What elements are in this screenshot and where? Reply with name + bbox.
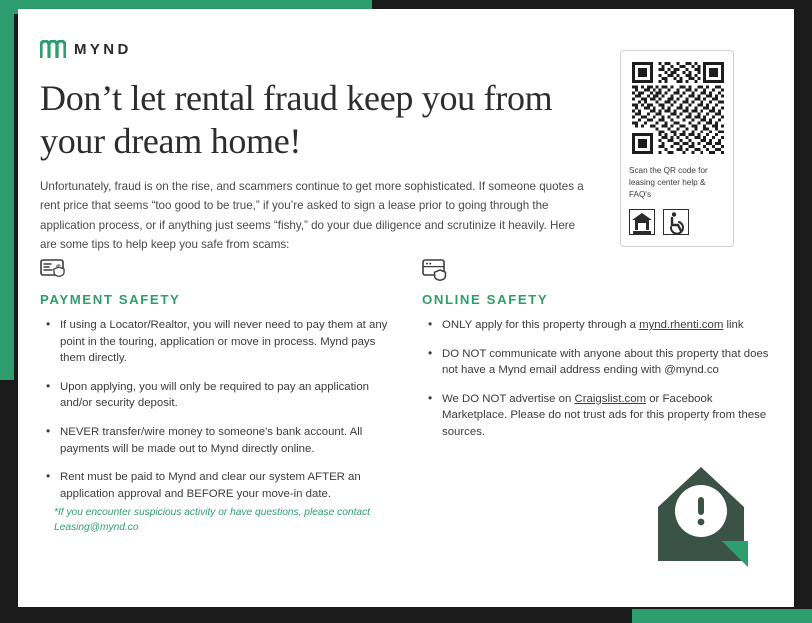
qr-code-icon[interactable]	[629, 59, 725, 157]
list-item-text-pre: We DO NOT advertise on	[442, 392, 575, 405]
footnote-contact: *If you encounter suspicious activity or have questions, please contact Leasing@mynd.co	[54, 507, 370, 533]
list-item: • NEVER transfer/wire money to someone's bank account. All payments will be made out to Mynd directly online.	[40, 424, 390, 457]
intro-paragraph: Unfortunately, fraud is on the rise, and scammers continue to get more sophisticated. If someone quotes a rent price that seems “too good to be true,” if you’re asked to sign a lease prior to going through the application process, or if anything just seems “fishy,” do your due diligence and scrutinize it heavily. Here are some tips to help keep you safe from scams:	[40, 180, 584, 252]
link-mynd-rhenti[interactable]: mynd.rhenti.com	[639, 319, 724, 331]
section-title-online-safety: ONLINE SAFETY	[422, 292, 549, 307]
payment-safety-list	[40, 317, 390, 502]
content-card	[18, 9, 794, 607]
qr-panel[interactable]	[620, 50, 734, 247]
link-craigslist[interactable]: Craigslist.com	[574, 392, 647, 405]
list-item: • Rent must be paid to Mynd and clear our system AFTER an application approval and BEFORE your move-in date.	[40, 469, 390, 502]
section-title-payment-safety: PAYMENT SAFETY	[40, 292, 181, 307]
list-item-text-post: link	[723, 319, 744, 331]
house-alert-icon	[636, 449, 766, 579]
qr-caption: Scan the QR code for leasing center help & FAQ's	[629, 166, 708, 199]
page-title: Don’t let rental fraud keep you from your dream home!	[40, 78, 553, 161]
mynd-logo-icon	[40, 40, 66, 58]
section-payment-safety	[40, 258, 390, 514]
accessibility-wheelchair-icon	[663, 209, 689, 235]
list-item	[422, 391, 778, 441]
brand-name: MYND	[74, 40, 132, 58]
list-item	[422, 317, 778, 334]
online-device-shield-icon	[422, 258, 778, 284]
list-item: • If using a Locator/Realtor, you will never need to pay them at any point in the touring, application or move in process. Mynd pays them directly.	[40, 317, 390, 367]
section-online-safety	[422, 258, 778, 453]
equal-housing-opportunity-icon	[629, 209, 655, 235]
decorative-bar-bottom	[632, 609, 812, 623]
decorative-bar-left	[0, 0, 14, 380]
list-item	[422, 346, 778, 379]
online-safety-list	[422, 317, 778, 441]
list-item-text-post: or Facebook Marketplace. Please do not trust ads for this property from these sources.	[442, 392, 767, 438]
payment-receipt-icon	[40, 258, 390, 284]
compliance-badges	[629, 209, 725, 235]
list-item: • Upon applying, you will only be required to pay an application and/or security deposit.	[40, 379, 390, 412]
list-item-text-pre: ONLY apply for this property through a	[442, 319, 640, 331]
brand-logo	[40, 40, 132, 58]
list-item-text-pre: DO NOT communicate with anyone about this property that does not have a Mynd email address ending with @mynd.co	[442, 347, 769, 377]
